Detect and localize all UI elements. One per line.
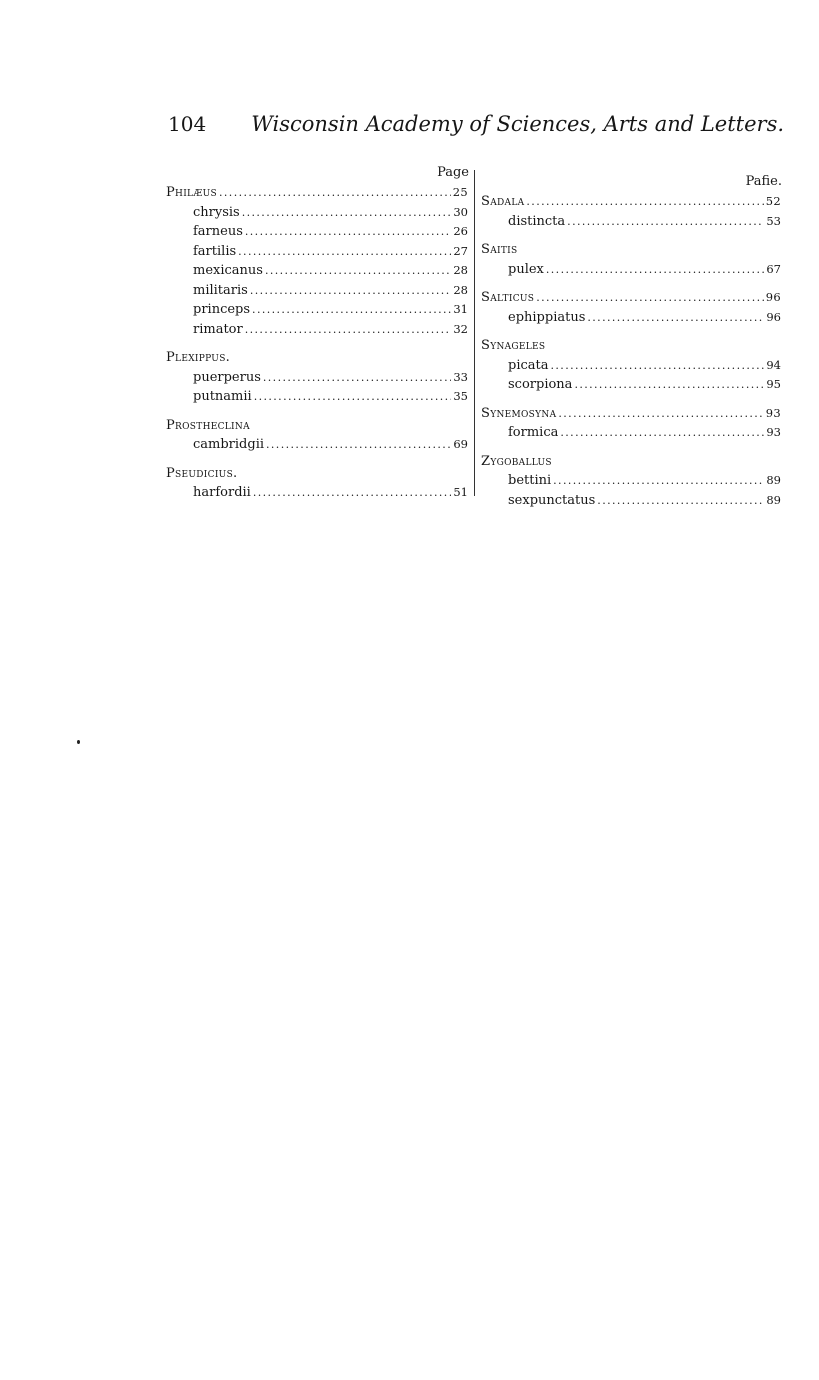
entry-name: Prostheclina xyxy=(166,417,250,433)
index-genus-entry xyxy=(481,240,782,260)
entry-name: Philæus xyxy=(166,185,217,200)
entry-name: putnamii xyxy=(193,389,252,404)
index-species-entry xyxy=(166,435,469,455)
entry-name: Synemosyna xyxy=(481,405,557,421)
entry-page-number: 93 xyxy=(766,425,781,439)
index-column-right xyxy=(481,163,782,510)
entry-name: Synageles xyxy=(481,338,546,353)
dot-leader xyxy=(574,375,764,395)
entry-page-number: 89 xyxy=(766,473,781,487)
dot-leader xyxy=(252,300,451,320)
page-number: 104 xyxy=(168,112,207,136)
index-species-entry xyxy=(166,387,469,407)
entry-name: cambridgii xyxy=(193,437,265,452)
index-species-entry xyxy=(166,300,469,320)
index-species-entry xyxy=(166,281,469,301)
entry-name: sexpunctatus xyxy=(508,492,596,508)
column-divider xyxy=(474,170,475,496)
index-genus-entry xyxy=(481,452,782,472)
entry-name: Saitis xyxy=(481,242,518,257)
entry-page-number: 28 xyxy=(453,282,468,297)
running-title: Wisconsin Academy of Sciences, Arts and Letters. xyxy=(251,112,785,136)
entry-page-number: 96 xyxy=(766,309,781,324)
index-species-entry xyxy=(481,356,782,376)
index-species-entry xyxy=(166,242,469,262)
index-genus-entry xyxy=(481,288,782,308)
entry-page-number: 33 xyxy=(453,369,468,384)
index-genus-entry xyxy=(481,336,782,356)
index-genus-entry xyxy=(166,348,469,368)
dot-leader xyxy=(219,183,451,203)
entry-page-number: 31 xyxy=(453,302,468,316)
dot-leader xyxy=(265,261,451,281)
entry-name: pulex xyxy=(508,261,544,277)
entry-page-number: 67 xyxy=(766,261,781,276)
dot-leader xyxy=(263,368,451,388)
index-species-entry xyxy=(166,261,469,281)
entry-name: rimator xyxy=(193,321,243,337)
index-species-entry xyxy=(166,203,469,223)
index-species-entry xyxy=(166,483,469,503)
index-genus-entry xyxy=(166,464,469,484)
page-column-heading: Pafie. xyxy=(745,174,782,189)
entry-name: princeps xyxy=(193,302,251,317)
index-species-entry xyxy=(481,308,782,328)
entry-page-number: 89 xyxy=(766,492,781,507)
index-genus-entry xyxy=(481,404,782,424)
index-species-entry xyxy=(166,320,469,340)
print-speck xyxy=(77,740,80,744)
dot-leader xyxy=(558,404,763,424)
index-species-entry xyxy=(166,222,469,242)
entry-name: ephippiatus xyxy=(508,309,586,325)
entry-name: Pseudicius. xyxy=(166,465,238,481)
entry-name: Salticus xyxy=(481,290,535,305)
dot-leader xyxy=(546,260,764,280)
page-column-heading: Page xyxy=(437,165,469,180)
entry-name: Zygoballus xyxy=(481,453,552,469)
entry-name: puerperus xyxy=(193,369,261,385)
entry-name: mexicanus xyxy=(193,263,263,278)
entry-name: bettini xyxy=(508,473,552,488)
entry-page-number: 32 xyxy=(453,321,468,336)
entry-page-number: 95 xyxy=(766,377,781,391)
entry-page-number: 52 xyxy=(765,194,781,208)
entry-page-number: 28 xyxy=(453,263,468,277)
page-header xyxy=(168,112,785,136)
dot-leader xyxy=(254,387,452,407)
dot-leader xyxy=(567,212,764,232)
index-species-entry xyxy=(481,212,782,232)
dot-leader xyxy=(245,222,451,242)
index-species-entry xyxy=(481,491,782,511)
dot-leader xyxy=(587,308,764,328)
index-species-entry xyxy=(481,471,782,491)
entry-name: scorpiona xyxy=(508,377,573,392)
entry-name: fartilis xyxy=(193,243,237,259)
entry-page-number: 26 xyxy=(453,224,468,238)
dot-leader xyxy=(253,483,452,503)
entry-name: Sadala xyxy=(481,194,525,209)
entry-name: formica xyxy=(508,425,559,440)
entry-name: farneus xyxy=(193,224,243,239)
dot-leader xyxy=(245,320,452,340)
dot-leader xyxy=(553,471,764,491)
entry-page-number: 53 xyxy=(766,213,781,228)
index-genus-entry xyxy=(166,416,469,436)
entry-name: Plexippus. xyxy=(166,350,231,365)
dot-leader xyxy=(551,356,765,376)
index-species-entry xyxy=(481,423,782,443)
dot-leader xyxy=(536,288,764,308)
entry-name: chrysis xyxy=(193,204,240,220)
index-species-entry xyxy=(481,375,782,395)
dot-leader xyxy=(526,192,763,212)
entry-page-number: 69 xyxy=(453,437,468,451)
entry-page-number: 93 xyxy=(765,405,781,420)
dot-leader xyxy=(597,491,764,511)
entry-page-number: 25 xyxy=(452,185,468,199)
index-genus-entry xyxy=(166,183,469,203)
entry-name: harfordii xyxy=(193,485,251,500)
entry-name: distincta xyxy=(508,213,566,229)
dot-leader xyxy=(266,435,451,455)
index-species-entry xyxy=(166,368,469,388)
entry-name: picata xyxy=(508,357,549,373)
index-species-entry xyxy=(481,260,782,280)
entry-page-number: 35 xyxy=(453,389,468,403)
entry-page-number: 96 xyxy=(765,290,781,304)
dot-leader xyxy=(250,281,452,301)
index-genus-entry xyxy=(481,192,782,212)
entry-page-number: 27 xyxy=(453,243,468,258)
dot-leader xyxy=(238,242,451,262)
entry-page-number: 94 xyxy=(766,357,781,372)
dot-leader xyxy=(242,203,452,223)
index-column-left xyxy=(166,163,469,503)
entry-page-number: 30 xyxy=(453,204,468,219)
entry-page-number: 51 xyxy=(453,485,468,499)
entry-name: militaris xyxy=(193,282,248,298)
dot-leader xyxy=(560,423,764,443)
